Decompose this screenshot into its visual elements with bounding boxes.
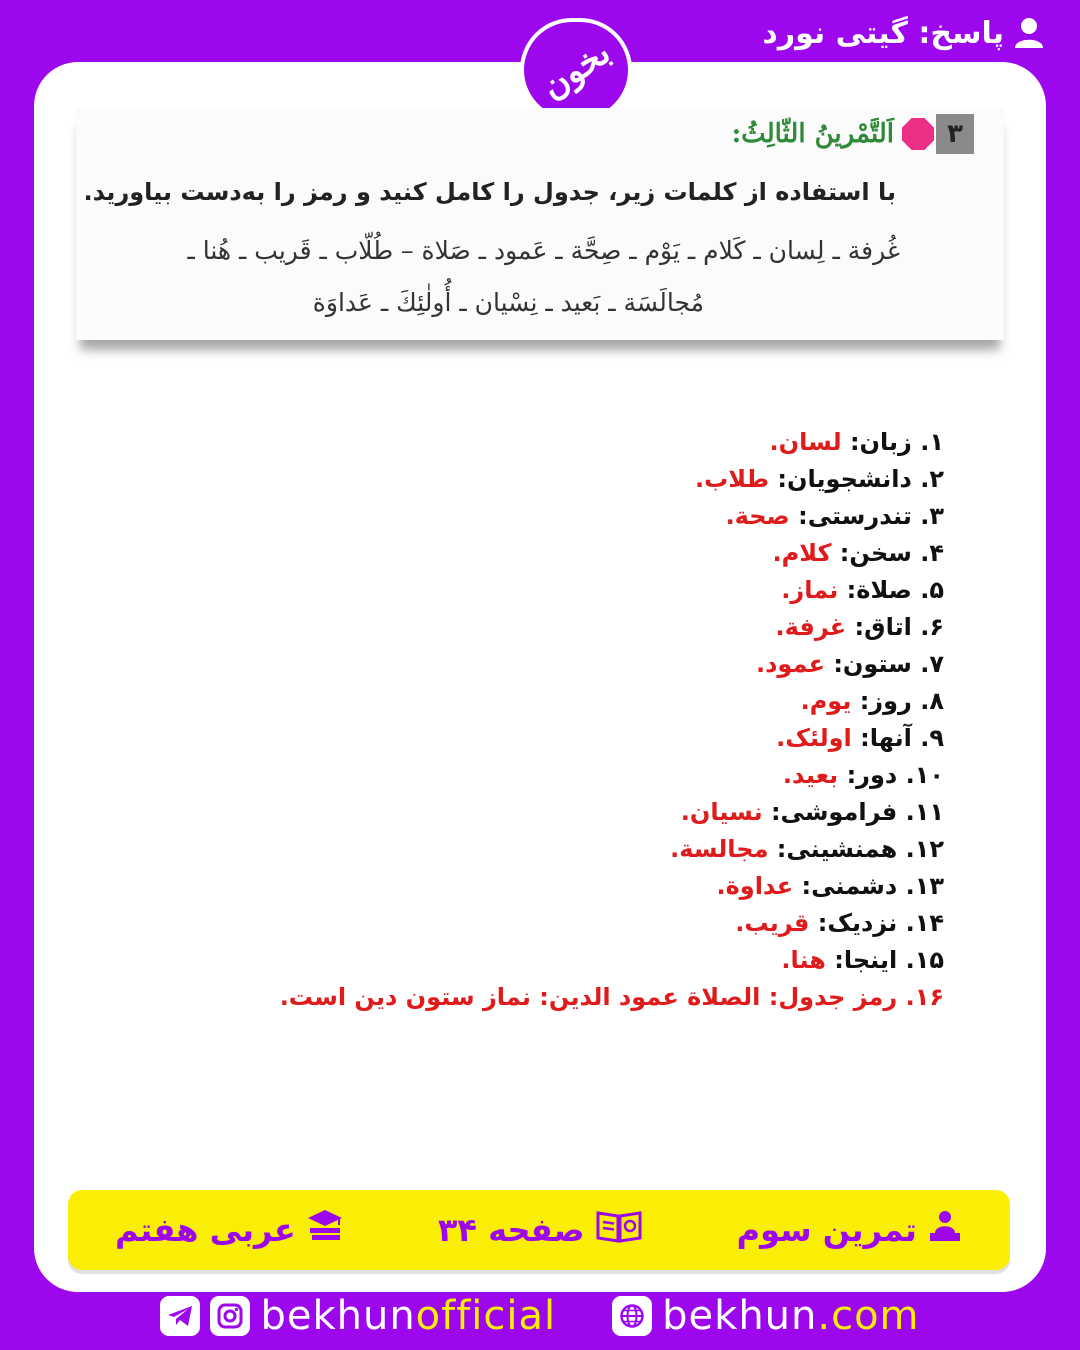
answer-value: مجالسة. bbox=[670, 835, 769, 863]
answer-row bbox=[324, 424, 944, 461]
answer-word: صلاة: bbox=[846, 576, 912, 604]
answer-row bbox=[324, 609, 944, 646]
exercise-title: اَلتَّمْرینُ الثّالِثُ: bbox=[731, 119, 894, 149]
answer-word: دانشجویان: bbox=[777, 465, 912, 493]
footer-exercise-label: تمرین سوم bbox=[736, 1211, 917, 1249]
brand-logo bbox=[520, 18, 632, 122]
word-bank-line-1: غُرفة ـ لِسان ـ کَلام ـ یَوْم ـ صِحَّة ـ عَمود ـ صَلاة – طُلّاب ـ قَریب ـ هُنا ـ bbox=[187, 236, 900, 265]
social-handle-suffix: official bbox=[415, 1293, 557, 1339]
answer-value: نسیان. bbox=[680, 798, 763, 826]
answer-word: دور: bbox=[846, 761, 898, 789]
globe-icon[interactable] bbox=[612, 1296, 652, 1336]
answer-row bbox=[324, 646, 944, 683]
answer-word: ستون: bbox=[833, 650, 912, 678]
answer-value: بعید. bbox=[782, 761, 839, 789]
book-icon bbox=[595, 1208, 643, 1252]
footer-page-label: صفحه ۳۴ bbox=[437, 1211, 585, 1249]
exercise-instruction: با استفاده از کلمات زیر، جدول را کامل کنید و رمز را به‌دست بیاورید. bbox=[83, 178, 896, 206]
flower-badge-icon bbox=[902, 118, 934, 150]
answer-value: یوم. bbox=[800, 687, 852, 715]
answer-word: دشمنی: bbox=[801, 872, 898, 900]
answer-list bbox=[279, 424, 944, 1016]
footer-page bbox=[438, 1208, 643, 1252]
footer-exercise bbox=[737, 1209, 963, 1251]
answer-num: ۴. bbox=[920, 539, 944, 567]
answer-num: ۶. bbox=[920, 613, 944, 641]
answer-word: زبان: bbox=[849, 428, 912, 456]
answer-row bbox=[324, 683, 944, 720]
answer-num: ۱۰. bbox=[905, 761, 944, 789]
answer-row bbox=[324, 720, 944, 757]
answer-word: همنشینی: bbox=[776, 835, 898, 863]
answer-value: لسان. bbox=[769, 428, 842, 456]
answer-row bbox=[324, 572, 944, 609]
answer-num: ۱۲. bbox=[905, 835, 944, 863]
answer-value: کلام. bbox=[772, 539, 832, 567]
answer-row bbox=[324, 905, 944, 942]
word-bank-line-2: مُجالَسَة ـ بَعید ـ نِسْیان ـ أُولٰئِكَ ـ عَداوَة bbox=[312, 288, 704, 317]
exercise-box bbox=[76, 108, 1004, 340]
answer-word: اتاق: bbox=[854, 613, 912, 641]
footer-bar bbox=[68, 1190, 1010, 1270]
graduation-books-icon bbox=[306, 1208, 344, 1252]
website-name: bekhun bbox=[662, 1293, 818, 1339]
answer-value: غرفة. bbox=[775, 613, 847, 641]
instagram-icon[interactable] bbox=[210, 1296, 250, 1336]
answer-word: رمز جدول: bbox=[768, 983, 898, 1011]
answer-num: ۹. bbox=[920, 724, 944, 752]
answer-row bbox=[324, 535, 944, 572]
social-handle-prefix: bekhun bbox=[260, 1293, 416, 1339]
answer-value: الصلاة عمود الدین: نماز ستون دین است. bbox=[279, 983, 761, 1011]
exercise-header bbox=[732, 112, 974, 156]
logo-text: بخون bbox=[534, 32, 618, 108]
answer-value: هنا. bbox=[781, 946, 826, 974]
answer-num: ۱. bbox=[920, 428, 944, 456]
answer-num: ۲. bbox=[920, 465, 944, 493]
answer-word: آنها: bbox=[860, 724, 912, 752]
social-handle[interactable] bbox=[260, 1293, 556, 1339]
bottom-links bbox=[0, 1286, 1080, 1346]
teacher-icon bbox=[927, 1209, 963, 1251]
author-label: پاسخ: گیتی نورد bbox=[762, 15, 1004, 51]
answer-row bbox=[324, 757, 944, 794]
website-link[interactable] bbox=[612, 1293, 919, 1339]
answer-num: ۸. bbox=[920, 687, 944, 715]
answer-row bbox=[324, 942, 944, 979]
author-bar bbox=[762, 8, 1044, 58]
answer-num: ۳. bbox=[920, 502, 944, 530]
social-link[interactable] bbox=[160, 1293, 556, 1339]
exercise-number: ۳ bbox=[936, 114, 974, 154]
answer-row bbox=[324, 461, 944, 498]
answer-num: ۱۶. bbox=[905, 983, 944, 1011]
answer-num: ۷. bbox=[920, 650, 944, 678]
answer-word: اینجا: bbox=[834, 946, 898, 974]
answer-word: فراموشی: bbox=[770, 798, 898, 826]
answer-value: عداوة. bbox=[716, 872, 794, 900]
answer-num: ۵. bbox=[920, 576, 944, 604]
telegram-icon[interactable] bbox=[160, 1296, 200, 1336]
answer-value: نماز. bbox=[781, 576, 839, 604]
footer-course-label: عربی هفتم bbox=[115, 1211, 296, 1249]
answer-num: ۱۳. bbox=[905, 872, 944, 900]
answer-value: قریب. bbox=[735, 909, 810, 937]
website-tld: .com bbox=[817, 1293, 920, 1339]
answer-row bbox=[279, 979, 944, 1016]
footer-course bbox=[115, 1208, 344, 1252]
answer-value: صحة. bbox=[725, 502, 790, 530]
answer-num: ۱۱. bbox=[905, 798, 944, 826]
answer-row bbox=[324, 831, 944, 868]
answer-num: ۱۴. bbox=[905, 909, 944, 937]
user-icon bbox=[1014, 17, 1044, 49]
answer-word: تندرستی: bbox=[798, 502, 912, 530]
answer-value: اولئک. bbox=[776, 724, 852, 752]
answer-value: طلاب. bbox=[695, 465, 770, 493]
answer-value: عمود. bbox=[756, 650, 825, 678]
answer-row bbox=[324, 794, 944, 831]
website-url[interactable] bbox=[662, 1293, 919, 1339]
answer-word: نزدیک: bbox=[817, 909, 898, 937]
answer-word: روز: bbox=[859, 687, 912, 715]
answer-row bbox=[324, 498, 944, 535]
answer-word: سخن: bbox=[839, 539, 912, 567]
answer-num: ۱۵. bbox=[905, 946, 944, 974]
answer-row bbox=[324, 868, 944, 905]
